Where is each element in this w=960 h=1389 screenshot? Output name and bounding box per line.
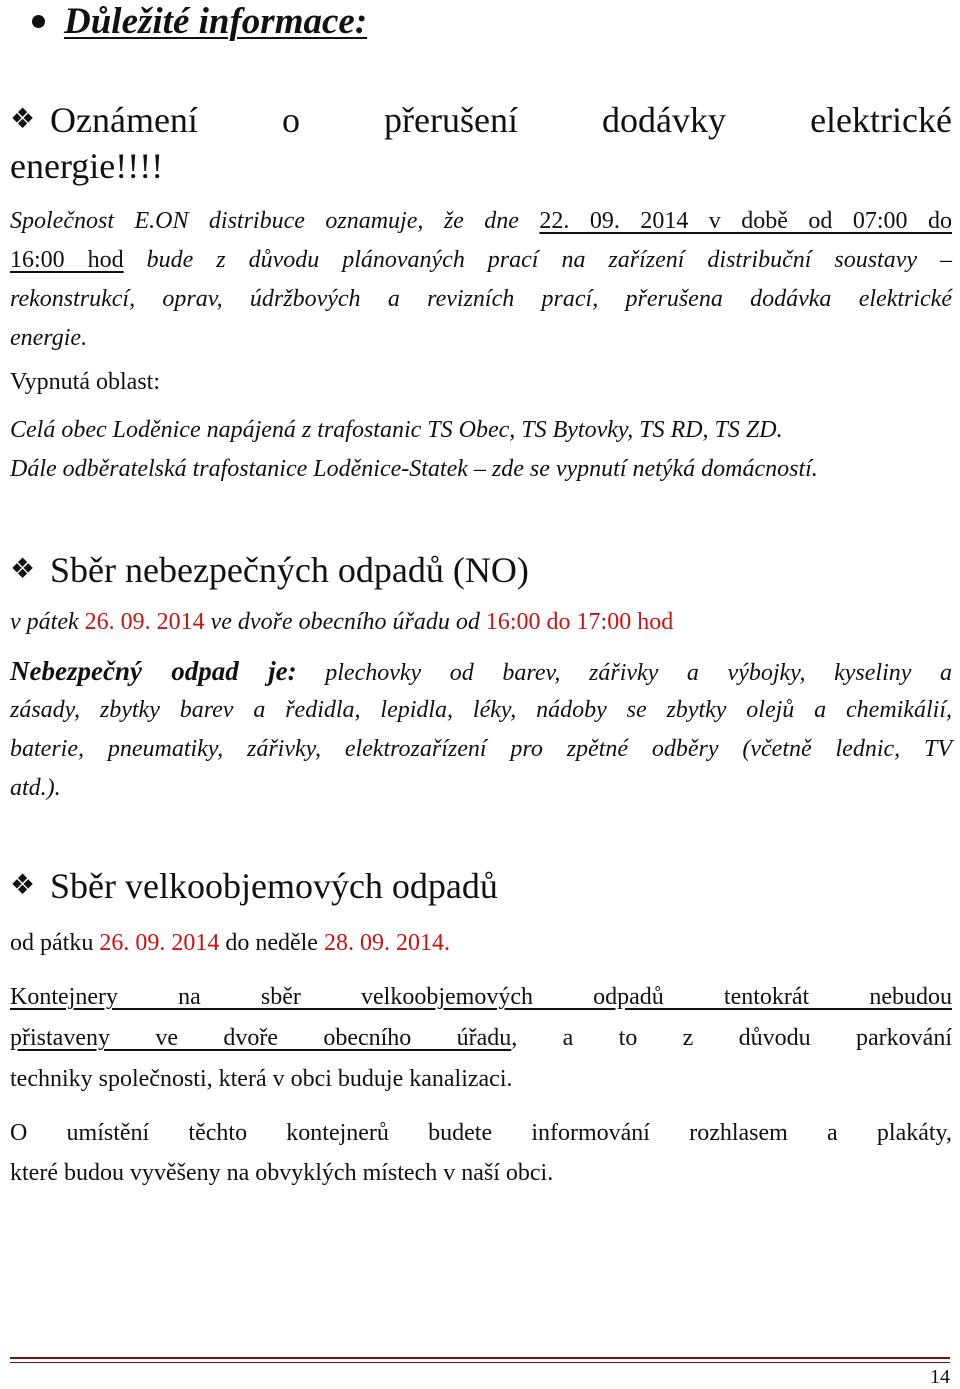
- area-line2: Dále odběratelská trafostanice Loděnice-Statek – zde se vypnutí netýká domácností.: [10, 456, 818, 482]
- footer-rule: [10, 1357, 950, 1359]
- s2-def-text1: plechovky od barev, zářivky a výbojky, kyseliny a: [296, 660, 953, 686]
- s2-date: 26. 09. 2014: [84, 609, 205, 635]
- s1-line1: [10, 202, 952, 241]
- area-label: Vypnutá oblast:: [10, 369, 160, 395]
- bullet-icon: [32, 15, 45, 28]
- s3-from-a: od pátku: [10, 930, 100, 956]
- s1-date: 22. 09. 2014 v době od 07:00 do: [539, 208, 952, 234]
- s3-to-date: 28. 09. 2014.: [323, 930, 450, 956]
- s2-when-b: ve dvoře obecního úřadu od: [204, 609, 486, 635]
- s3-notice-line1: Kontejnery na sběr velkoobjemových odpadů tentokrát nebudou: [10, 984, 952, 1010]
- section1-heading-text: Oznámení o přerušení dodávky elektrické: [50, 100, 952, 140]
- section2-heading: [10, 547, 952, 593]
- s3-notice-line2: [10, 1019, 952, 1058]
- s3-notice-underlined: přistaveny ve dvoře obecního úřadu: [10, 1025, 512, 1051]
- s2-def-line2: zásady, zbytky barev a ředidla, lepidla, léky, nádoby se zbytky olejů a chemikálií,: [10, 697, 952, 723]
- s3-from-date: 26. 09. 2014: [99, 930, 220, 956]
- section3-heading: [10, 863, 952, 909]
- s2-time: 16:00 do 17:00 hod: [485, 609, 674, 635]
- diamond-ornament-icon: ❖: [10, 104, 36, 135]
- s2-def-line3: baterie, pneumatiky, zářivky, elektrozařízení pro zpětné odběry (včetně lednic, TV: [10, 736, 952, 762]
- section2-heading-text: Sběr nebezpečných odpadů (NO): [50, 550, 529, 590]
- s3-notice-line3: techniky společnosti, která v obci buduje kanalizaci.: [10, 1066, 513, 1092]
- s1-intro: Společnost E.ON distribuce oznamuje, že dne: [10, 208, 540, 234]
- diamond-ornament-icon: ❖: [10, 554, 36, 585]
- s2-def-line1: [10, 652, 952, 693]
- s3-from-b: do neděle: [219, 930, 324, 956]
- s3-info-line1: O umístění těchto kontejnerů budete informování rozhlasem a plakáty,: [10, 1120, 952, 1146]
- page-number: 14: [930, 1366, 950, 1388]
- area-line1: Celá obec Loděnice napájená z trafostanic TS Obec, TS Bytovky, TS RD, TS ZD.: [10, 417, 783, 443]
- s1-line4: energie.: [10, 325, 88, 351]
- s2-def-label: Nebezpečný odpad je:: [10, 656, 297, 686]
- section1-heading-cont: energie!!!!: [10, 146, 164, 186]
- section1-heading: [10, 97, 952, 143]
- s2-when-a: v pátek: [10, 609, 85, 635]
- s1-line2: [10, 241, 952, 280]
- s2-def-line4: atd.).: [10, 775, 61, 801]
- footer-rule-thin: [10, 1362, 950, 1363]
- s1-reason: bude z důvodu plánovaných prací na zařízení distribuční soustavy –: [123, 247, 953, 273]
- s2-when: [10, 603, 952, 642]
- s3-info-line2: které budou vyvěšeny na obvyklých místech v naší obci.: [10, 1160, 554, 1186]
- s3-notice-rest: , a to z důvodu parkování: [511, 1025, 952, 1051]
- section3-heading-text: Sběr velkoobjemových odpadů: [50, 866, 498, 906]
- s1-line3: rekonstrukcí, oprav, údržbových a revizních prací, přerušena dodávka elektrické: [10, 286, 952, 312]
- diamond-ornament-icon: ❖: [10, 870, 36, 901]
- s3-dates: [10, 924, 952, 963]
- title-text: Důležité informace:: [64, 1, 368, 42]
- page-title: [10, 0, 952, 46]
- s1-time: 16:00 hod: [10, 247, 124, 273]
